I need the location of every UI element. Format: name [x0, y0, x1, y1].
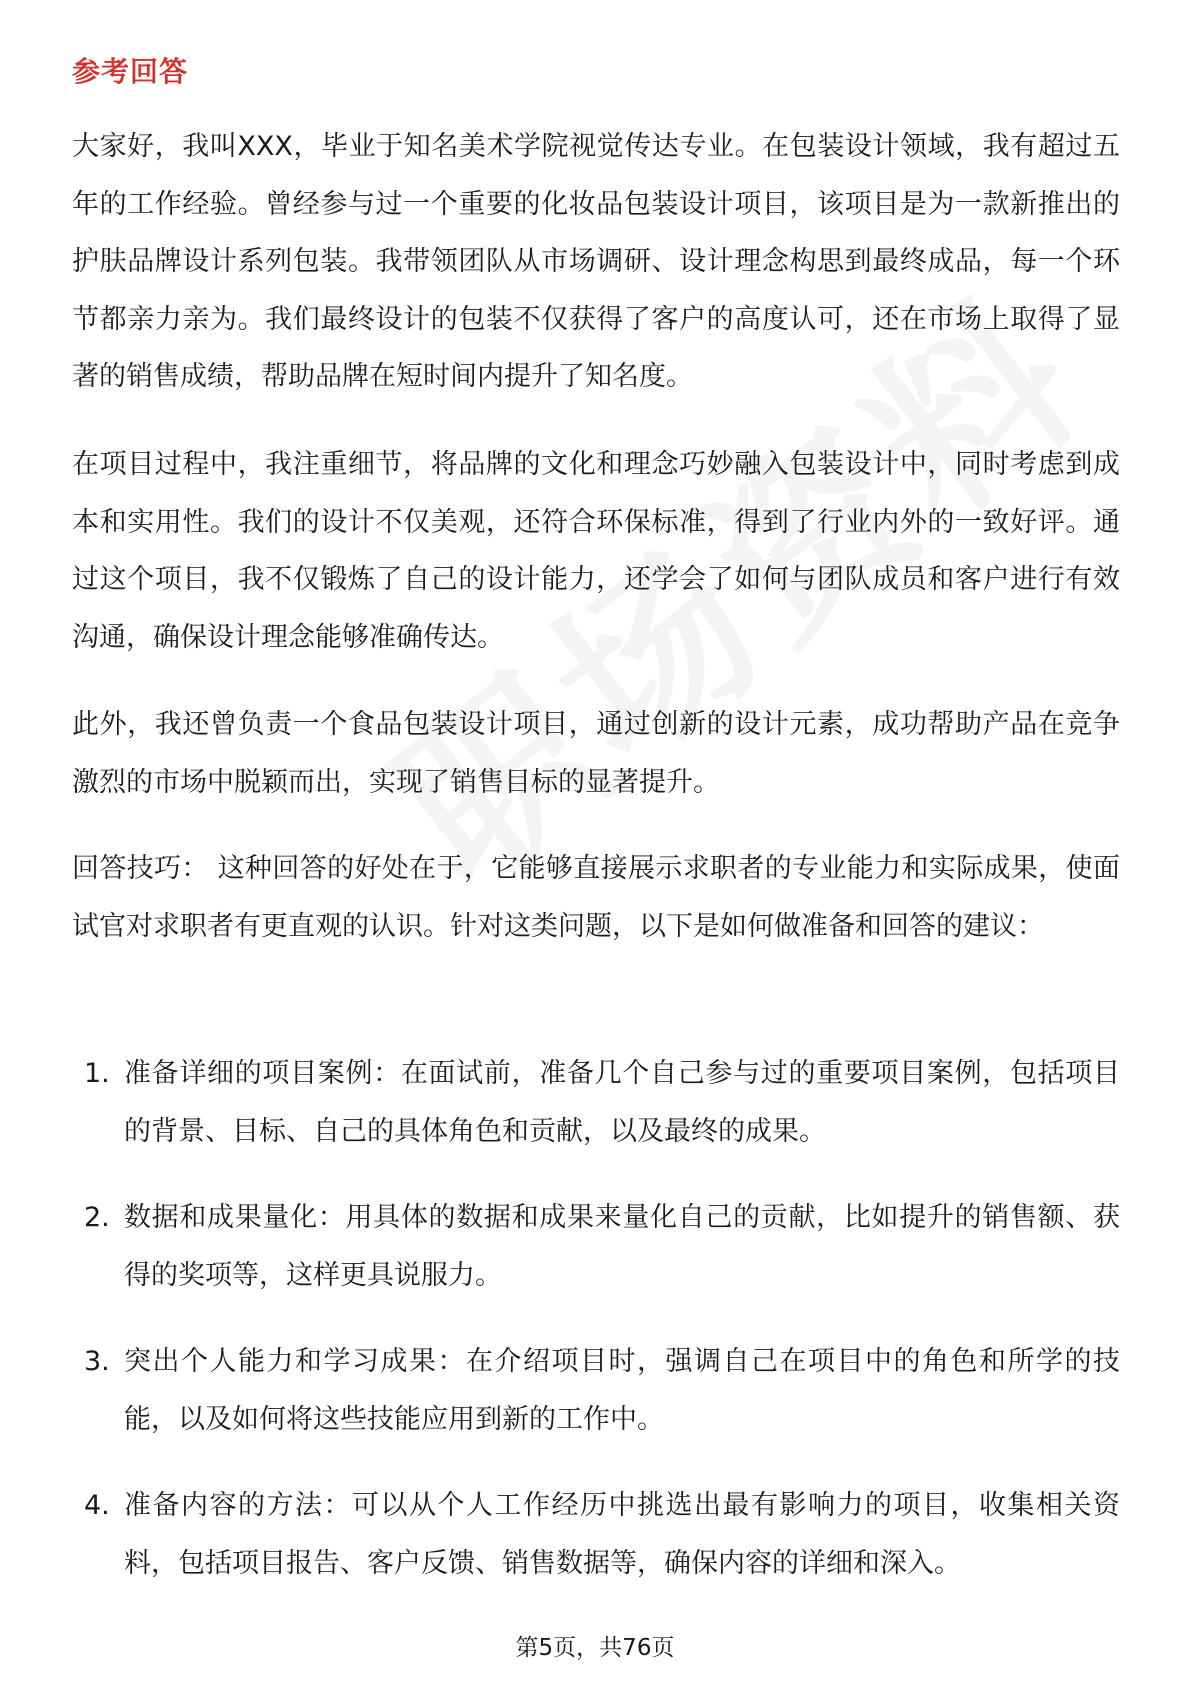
page-number: 第5页，共76页 [515, 1635, 675, 1661]
answer-paragraph-1: 大家好，我叫XXX，毕业于知名美术学院视觉传达专业。在包装设计领域，我有超过五年的工作经验。曾经参与过一个重要的化妆品包装设计项目，该项目是为一款新推出的护肤品牌设计系列包装。我带领团队从市场调研、设计理念构思到最终成品，每一个环节都亲力亲为。我们最终设计的包装不仅获得了客户的高度认可，还在市场上取得了显著的销售成绩，帮助品牌在短时间内提升了知名度。 [72, 131, 1120, 392]
list-item-text: 数据和成果量化：用具体的数据和成果来量化自己的贡献，比如提升的销售额、获得的奖项等，这样更具说服力。 [124, 1202, 1120, 1291]
list-item-text: 准备内容的方法：可以从个人工作经历中挑选出最有影响力的项目，收集相关资料，包括项目报告、客户反馈、销售数据等，确保内容的详细和深入。 [124, 1490, 1120, 1579]
answer-paragraph-3: 此外，我还曾负责一个食品包装设计项目，通过创新的设计元素，成功帮助产品在竞争激烈的市场中脱颖而出，实现了销售目标的显著提升。 [72, 709, 1120, 798]
list-item-text: 突出个人能力和学习成果：在介绍项目时，强调自己在项目中的角色和所学的技能，以及如何将这些技能应用到新的工作中。 [124, 1346, 1120, 1435]
tips-paragraph: 回答技巧： 这种回答的好处在于，它能够直接展示求职者的专业能力和实际成果，使面试官对求职者有更直观的认识。针对这类问题，以下是如何做准备和回答的建议： [72, 853, 1120, 942]
list-item-number: 4. [84, 1490, 110, 1521]
list-item-number: 2. [84, 1202, 110, 1233]
answer-paragraph-2: 在项目过程中，我注重细节，将品牌的文化和理念巧妙融入包装设计中，同时考虑到成本和实用性。我们的设计不仅美观，还符合环保标准，得到了行业内外的一致好评。通过这个项目，我不仅锻炼了自己的设计能力，还学会了如何与团队成员和客户进行有效沟通，确保设计理念能够准确传达。 [72, 449, 1120, 653]
section-heading: 参考回答 [72, 55, 189, 88]
list-item-number: 1. [84, 1058, 110, 1089]
list-item-text: 准备详细的项目案例：在面试前，准备几个自己参与过的重要项目案例，包括项目的背景、目标、自己的具体角色和贡献，以及最终的成果。 [124, 1058, 1120, 1147]
list-item-number: 3. [84, 1346, 110, 1377]
